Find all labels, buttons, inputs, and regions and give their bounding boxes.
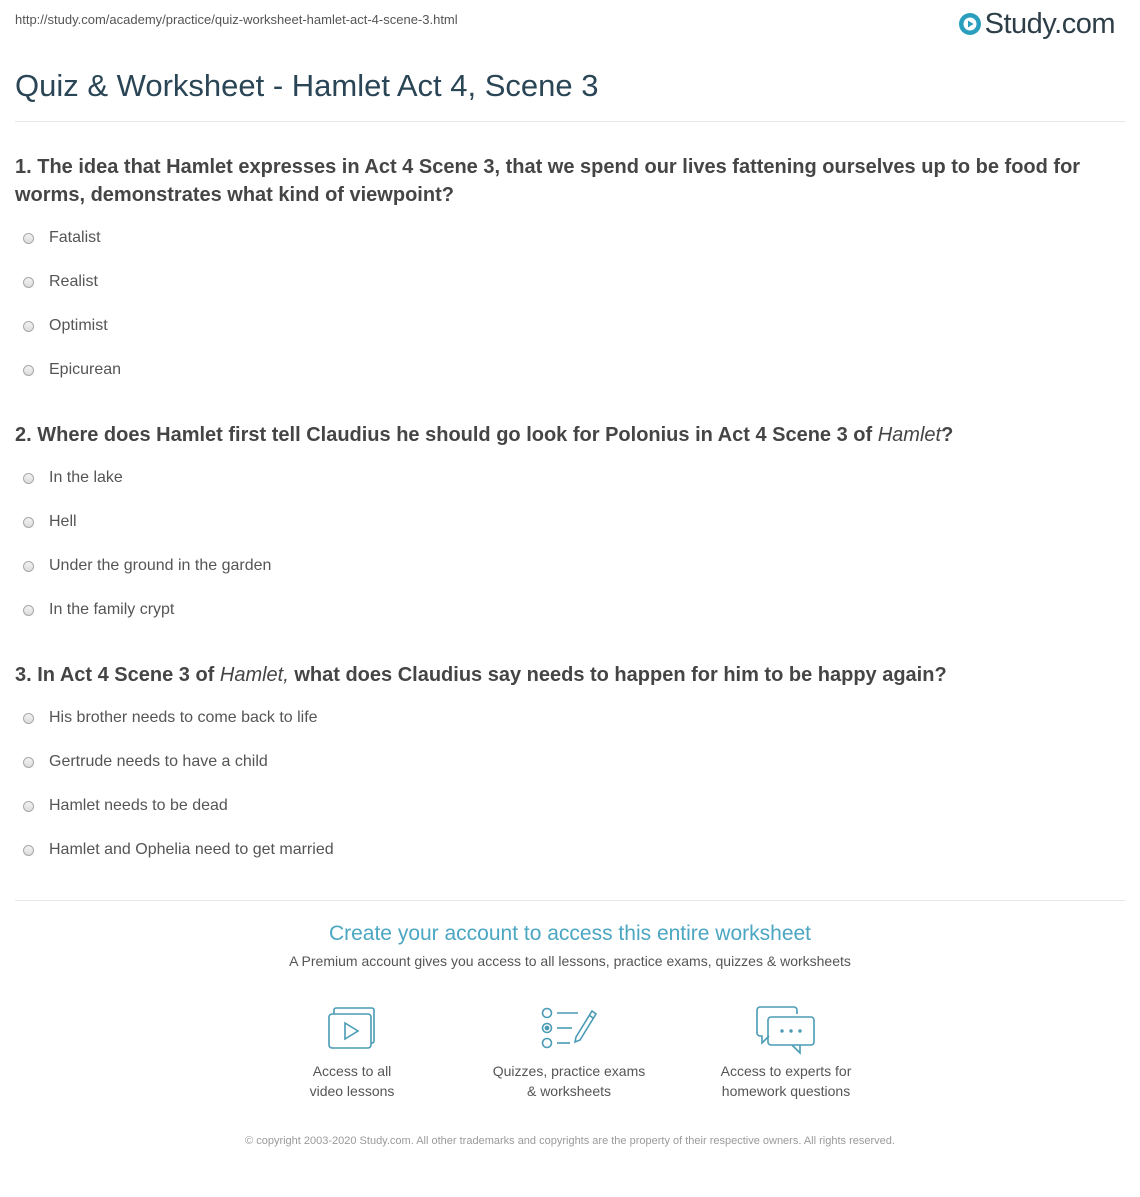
video-lessons-icon <box>326 1005 378 1051</box>
feature-label-line: Access to all <box>312 1063 392 1079</box>
answer-options <box>15 456 1120 632</box>
answer-option[interactable]: In the lake <box>15 456 1120 500</box>
divider <box>15 121 1125 122</box>
feature-experts <box>686 1005 886 1101</box>
answer-option[interactable]: Realist <box>15 260 1120 304</box>
feature-label-line: video lessons <box>309 1083 395 1099</box>
answer-option[interactable]: His brother needs to come back to life <box>15 696 1120 740</box>
top-bar <box>15 8 1125 41</box>
answer-option[interactable]: Gertrude needs to have a child <box>15 740 1120 784</box>
play-circle-icon <box>958 12 982 36</box>
radio-button[interactable] <box>23 473 34 484</box>
question-text: 3. In Act 4 Scene 3 of Hamlet, what does Claudius say needs to happen for him to be happy again? <box>15 664 947 686</box>
answer-options <box>15 216 1120 392</box>
answer-option[interactable]: Hell <box>15 500 1120 544</box>
copyright-notice: © copyright 2003-2020 Study.com. All other trademarks and copyrights are the property of their respective owners. All rights reserved. <box>245 1135 895 1147</box>
question-3 <box>15 661 1120 872</box>
radio-button[interactable] <box>23 757 34 768</box>
feature-label-line: homework questions <box>721 1083 851 1099</box>
chat-bubbles-icon <box>754 1005 818 1055</box>
question-text: 2. Where does Hamlet first tell Claudius he should go look for Polonius in Act 4 Scene 3 of Hamlet? <box>15 424 954 446</box>
answer-option[interactable]: Hamlet needs to be dead <box>15 784 1120 828</box>
radio-button[interactable] <box>23 605 34 616</box>
feature-video-lessons <box>252 1005 452 1101</box>
cta-title[interactable]: Create your account to access this entire worksheet <box>328 922 812 945</box>
logo-text: Study.com <box>984 8 1115 40</box>
page-url[interactable]: http://study.com/academy/practice/quiz-worksheet-hamlet-act-4-scene-3.html <box>15 12 458 27</box>
radio-button[interactable] <box>23 277 34 288</box>
radio-button[interactable] <box>23 517 34 528</box>
question-2 <box>15 421 1120 632</box>
page-title: Quiz & Worksheet - Hamlet Act 4, Scene 3 <box>15 68 599 103</box>
feature-label-line: & worksheets <box>526 1083 612 1099</box>
divider <box>15 900 1125 901</box>
answer-option[interactable]: In the family crypt <box>15 588 1120 632</box>
cta-subtitle: A Premium account gives you access to all lessons, practice exams, quizzes & worksheets <box>289 953 851 969</box>
answer-option[interactable]: Fatalist <box>15 216 1120 260</box>
question-text: 1. The idea that Hamlet expresses in Act 4 Scene 3, that we spend our lives fattening ourselves up to be food for worms, demonstrates what kind of viewpoint? <box>15 156 1081 206</box>
radio-button[interactable] <box>23 801 34 812</box>
feature-quizzes <box>469 1005 669 1101</box>
quiz-checklist-icon <box>540 1005 598 1051</box>
radio-button[interactable] <box>23 713 34 724</box>
radio-button[interactable] <box>23 321 34 332</box>
radio-button[interactable] <box>23 561 34 572</box>
feature-label-line: Quizzes, practice exams <box>492 1063 646 1079</box>
study-logo[interactable] <box>958 8 1115 40</box>
answer-option[interactable]: Under the ground in the garden <box>15 544 1120 588</box>
feature-label-line: Access to experts for <box>720 1063 852 1079</box>
question-1 <box>15 153 1120 392</box>
answer-option[interactable]: Hamlet and Ophelia need to get married <box>15 828 1120 872</box>
signup-cta <box>0 922 1140 969</box>
answer-option[interactable]: Optimist <box>15 304 1120 348</box>
radio-button[interactable] <box>23 365 34 376</box>
radio-button[interactable] <box>23 233 34 244</box>
radio-button[interactable] <box>23 845 34 856</box>
answer-option[interactable]: Epicurean <box>15 348 1120 392</box>
answer-options <box>15 696 1120 872</box>
